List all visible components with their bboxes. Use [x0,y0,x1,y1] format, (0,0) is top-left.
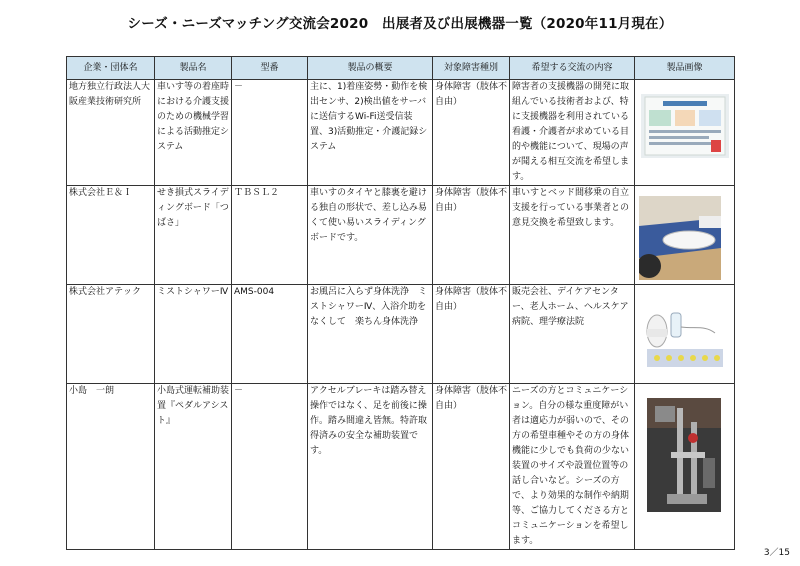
poster-image [641,94,729,158]
mist-shower-image [645,299,725,371]
company-cell: 株式会社Ｅ＆Ｉ [67,186,155,285]
exhibitor-table [66,56,735,550]
summary-cell: 車いすのタイヤと膝裏を避ける独自の形状で、差し込み易くて使い易いスライディングボードです。 [308,186,433,285]
model-cell: ＴＢＳＬ２ [232,186,308,285]
header-model: 型番 [232,57,308,80]
exchange-cell: 障害者の支援機器の開発に取組んでいる技術者および、特に支援機器を利用されている看護・介護者が求めている目的や機能について、現場の声が聞える相互交流を希望します。 [510,80,635,186]
disability-cell: 身体障害（肢体不自由） [433,186,510,285]
company-cell: 地方独立行政法人大阪産業技術研究所 [67,80,155,186]
company-cell: 小島 一朗 [67,384,155,550]
disability-cell: 身体障害（肢体不自由） [433,80,510,186]
exchange-cell: 車いすとベッド間移乗の自立支援を行っている事業者との意見交換を希望致します。 [510,186,635,285]
exchange-cell: 販売会社、デイケアセンター、老人ホーム、ヘルスケア病院、理学療法院 [510,285,635,384]
header-disability: 対象障害種別 [433,57,510,80]
table-row [67,384,735,550]
model-cell: － [232,384,308,550]
pedal-assist-image [647,398,721,512]
image-cell [635,285,735,384]
product-cell: ミストシャワーⅣ [155,285,232,384]
table-row [67,80,735,186]
product-cell: 車いす等の着座時における介護支援のための機械学習による活動推定システム [155,80,232,186]
product-cell: 小島式運転補助装置『ペダルアシスト』 [155,384,232,550]
header-summary: 製品の概要 [308,57,433,80]
summary-cell: 主に、1)着座姿勢・動作を検出センサ、2)検出値をサーバに送信するWi-Fi送受信装置、3)活動推定・介護記録システム [308,80,433,186]
image-cell [635,80,735,186]
model-cell: － [232,80,308,186]
exchange-cell: ニーズの方とコミュニケーション。自分の様な重度障がい者は適応力が弱いので、その方の希望車種やその方の身体機能に少しでも負荷の少ない装置のサイズや設置位置等の話し合いなど。シーズの方で、より効果的な制作や納期等、ご協力してくださる方とコミュニケーションを希望します。 [510,384,635,550]
disability-cell: 身体障害（肢体不自由） [433,384,510,550]
company-cell: 株式会社アテック [67,285,155,384]
page-number: 3／15 [763,548,790,558]
summary-cell: アクセルブレーキは踏み替え操作ではなく、足を前後に操作。踏み間違え皆無。特許取得済みの安全な補助装置です。 [308,384,433,550]
disability-cell: 身体障害（肢体不自由） [433,285,510,384]
table-row [67,186,735,285]
header-image: 製品画像 [635,57,735,80]
sliding-board-image [639,196,721,280]
page-title: シーズ・ニーズマッチング交流会2020 出展者及び出展機器一覧（2020年11月現在） [127,16,673,32]
product-cell: せき損式スライディングボード「つばさ」 [155,186,232,285]
header-company: 企業・団体名 [67,57,155,80]
table-header-row [67,57,735,80]
table-row [67,285,735,384]
image-cell [635,186,735,285]
header-product: 製品名 [155,57,232,80]
header-exchange: 希望する交流の内容 [510,57,635,80]
model-cell: AMS-004 [232,285,308,384]
summary-cell: お風呂に入らず身体洗浄 ミストシャワーⅣ、入浴介助をなくして 楽ちん身体洗浄 [308,285,433,384]
image-cell [635,384,735,550]
